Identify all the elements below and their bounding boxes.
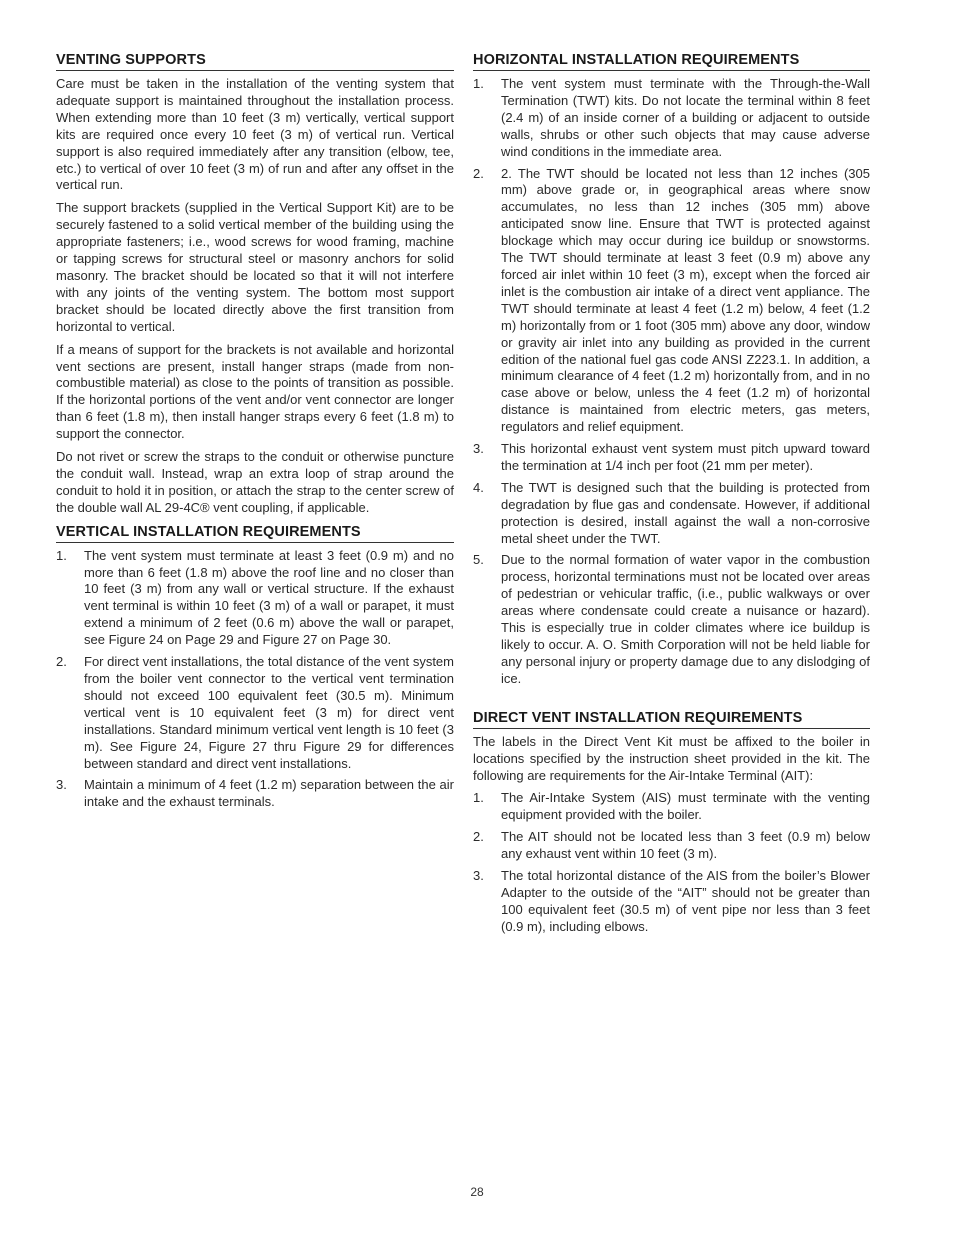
venting-paragraph: Do not rivet or screw the straps to the conduit or otherwise puncture the conduit wall. Instead, wrap an extra loop of strap around the conduit to hold it in position, or attach the strap to the center screw of the double wall AL 29-4C® vent coupling, if applicable. [56,449,454,515]
list-item [56,654,454,772]
left-column [56,52,454,816]
list-item [473,76,870,161]
item-number: 4. [473,479,484,495]
item-text: The total horizontal distance of the AIS from the boiler’s Blower Adapter to the outside of the “AIT” should not be greater than 100 equivalent feet (30.5 m) of vent pipe nor less than 3 feet (0.9 m), including elbows. [501,868,870,934]
list-item [473,166,870,437]
venting-paragraph: Care must be taken in the installation of the venting system that adequate support is maintained throughout the installation process. When extending more than 10 feet (3 m) vertically, vertical support kits are required once every 10 feet (3 m) of vertical run. Vertical support is also required immediately after any transition (elbow, tee, etc.) to vertical of over 10 feet (3 m) of run and after any offset in the vertical run. [56,76,454,193]
item-number: 1. [56,547,67,563]
list-item [56,777,454,811]
item-text: This horizontal exhaust vent system must pitch upward toward the termination at 1/4 inch per foot (21 mm per meter). [501,441,870,473]
item-number: 3. [56,777,67,793]
list-item [473,480,870,548]
venting-supports-heading: VENTING SUPPORTS [56,52,454,71]
list-item [473,552,870,687]
direct-vent-intro: The labels in the Direct Vent Kit must be affixed to the boiler in locations specified by the instruction sheet provided in the kit. The following are requirements for the Air-Intake Terminal (AIT): [473,733,870,783]
page-number: 28 [470,1185,484,1199]
direct-vent-heading: DIRECT VENT INSTALLATION REQUIREMENTS [473,710,870,729]
vertical-installation-heading: VERTICAL INSTALLATION REQUIREMENTS [56,524,454,543]
item-number: 2. [473,829,484,845]
item-text: Due to the normal formation of water vapor in the combustion process, horizontal terminations must not be located over areas of pedestrian or vehicular traffic, (i.e., public walkways or over areas where condensate could create a nuisance or hazard). This is especially true in colder climates where ice buildup is likely to occur. A. O. Smith Corporation will not be held liable for any personal injury or property damage due to any dislodging of ice. [501,552,870,686]
item-number: 3. [473,441,484,457]
list-item [473,829,870,863]
direct-vent-requirements-list [473,790,870,935]
item-number: 1. [473,790,484,806]
vertical-requirements-list [56,548,454,812]
item-number: 1. [473,76,484,91]
item-text: The TWT is designed such that the building is protected from degradation by flue gas and condensate. However, if additional protection is desired, install against the wall a non-corrosive metal sheet under the TWT. [501,479,870,546]
horizontal-installation-heading: HORIZONTAL INSTALLATION REQUIREMENTS [473,52,870,71]
venting-paragraph: If a means of support for the brackets is not available and horizontal vent sections are present, install hanger straps (made from non-combustible material) as close to the points of transition as possible. If the horizontal portions of the vent and/or vent connector are longer than 6 feet (1.8 m), then install hanger straps every 6 feet (1.8 m) to support the connector. [56,341,454,442]
item-text: For direct vent installations, the total distance of the vent system from the boiler vent connector to the vertical vent termination should not exceed 100 equivalent feet (30.5 m). Minimum vertical vent is 10 equivalent feet (3 m) for direct vent installations. Standard minimum vertical vent length is 10 feet (3 m). See Figure 24, Figure 27 thru Figure 29 for differences between standard and direct vent installations. [84,654,454,771]
item-text: The vent system must terminate at least 3 feet (0.9 m) and no more than 6 feet (1.8 m) above the roof line and no closer than 10 feet (3 m) from any wall or vertical structure. If the exhaust vent terminal is within 10 feet (3 m) of a wall or parapet, it must extend a minimum of 2 feet (0.6 m) above the wall or parapet, see Figure 24 on Page 29 and Figure 27 on Page 30. [84,547,454,648]
item-number: 3. [473,868,484,884]
item-number: 2. [473,165,484,181]
item-number: 2. [56,654,67,670]
horizontal-requirements-list [473,76,870,688]
right-column [473,52,870,941]
list-item [473,790,870,824]
item-text: The Air-Intake System (AIS) must terminate with the venting equipment provided with the boiler. [501,790,870,823]
list-item [473,868,870,936]
list-item [56,548,454,649]
item-text: Maintain a minimum of 4 feet (1.2 m) separation between the air intake and the exhaust terminals. [84,777,454,810]
venting-paragraph: The support brackets (supplied in the Vertical Support Kit) are to be securely fastened to a solid vertical member of the building using the appropriate fasteners; i.e., wood screws for wood framing, machine or tapping screws for structural steel or masonry anchors for solid masonry. The bracket should be located so that it will not interfere with any joints of the venting system. The bottom most support bracket should be located directly above the first transition from horizontal to vertical. [56,200,454,334]
item-text: The vent system must terminate with the Through-the-Wall Termination (TWT) kits. Do not locate the terminal within 8 feet (2.4 m) of an inside corner of a building or adjacent to outside walls, shrubs or other such objects that may cause adverse wind conditions in the immediate area. [501,76,870,159]
item-text: 2. The TWT should be located not less than 12 inches (305 mm) above grade or, in geographical areas where snow accumulates, no less than 12 inches (305 mm) above anticipated snow line. Ensure that TWT is protected against blockage which may occur during ice buildup or snowstorms. The TWT should terminate at least 3 feet (0.9 m) above any forced air inlet within 10 feet (3 m), except when the forced air inlet is the combustion air intake of a direct vent appliance. The TWT should terminate at least 4 feet (1.2 m) below, 4 feet (1.2 m) horizontally from or 1 foot (305 mm) above any door, window or gravity air inlet into any building as provided in the current edition of the national fuel gas code ANSI Z223.1. In addition, a minimum clearance of 4 feet (1.2 m) horizontally from, and in no case above or below, unless the 4 feet (1.2 m) of horizontal distance is maintained from electric meters, gas meters, regulators and relief equipment. [501,165,870,435]
item-text: The AIT should not be located less than 3 feet (0.9 m) below any exhaust vent within 10 feet (3 m). [501,829,870,862]
item-number: 5. [473,552,484,568]
list-item [473,441,870,475]
